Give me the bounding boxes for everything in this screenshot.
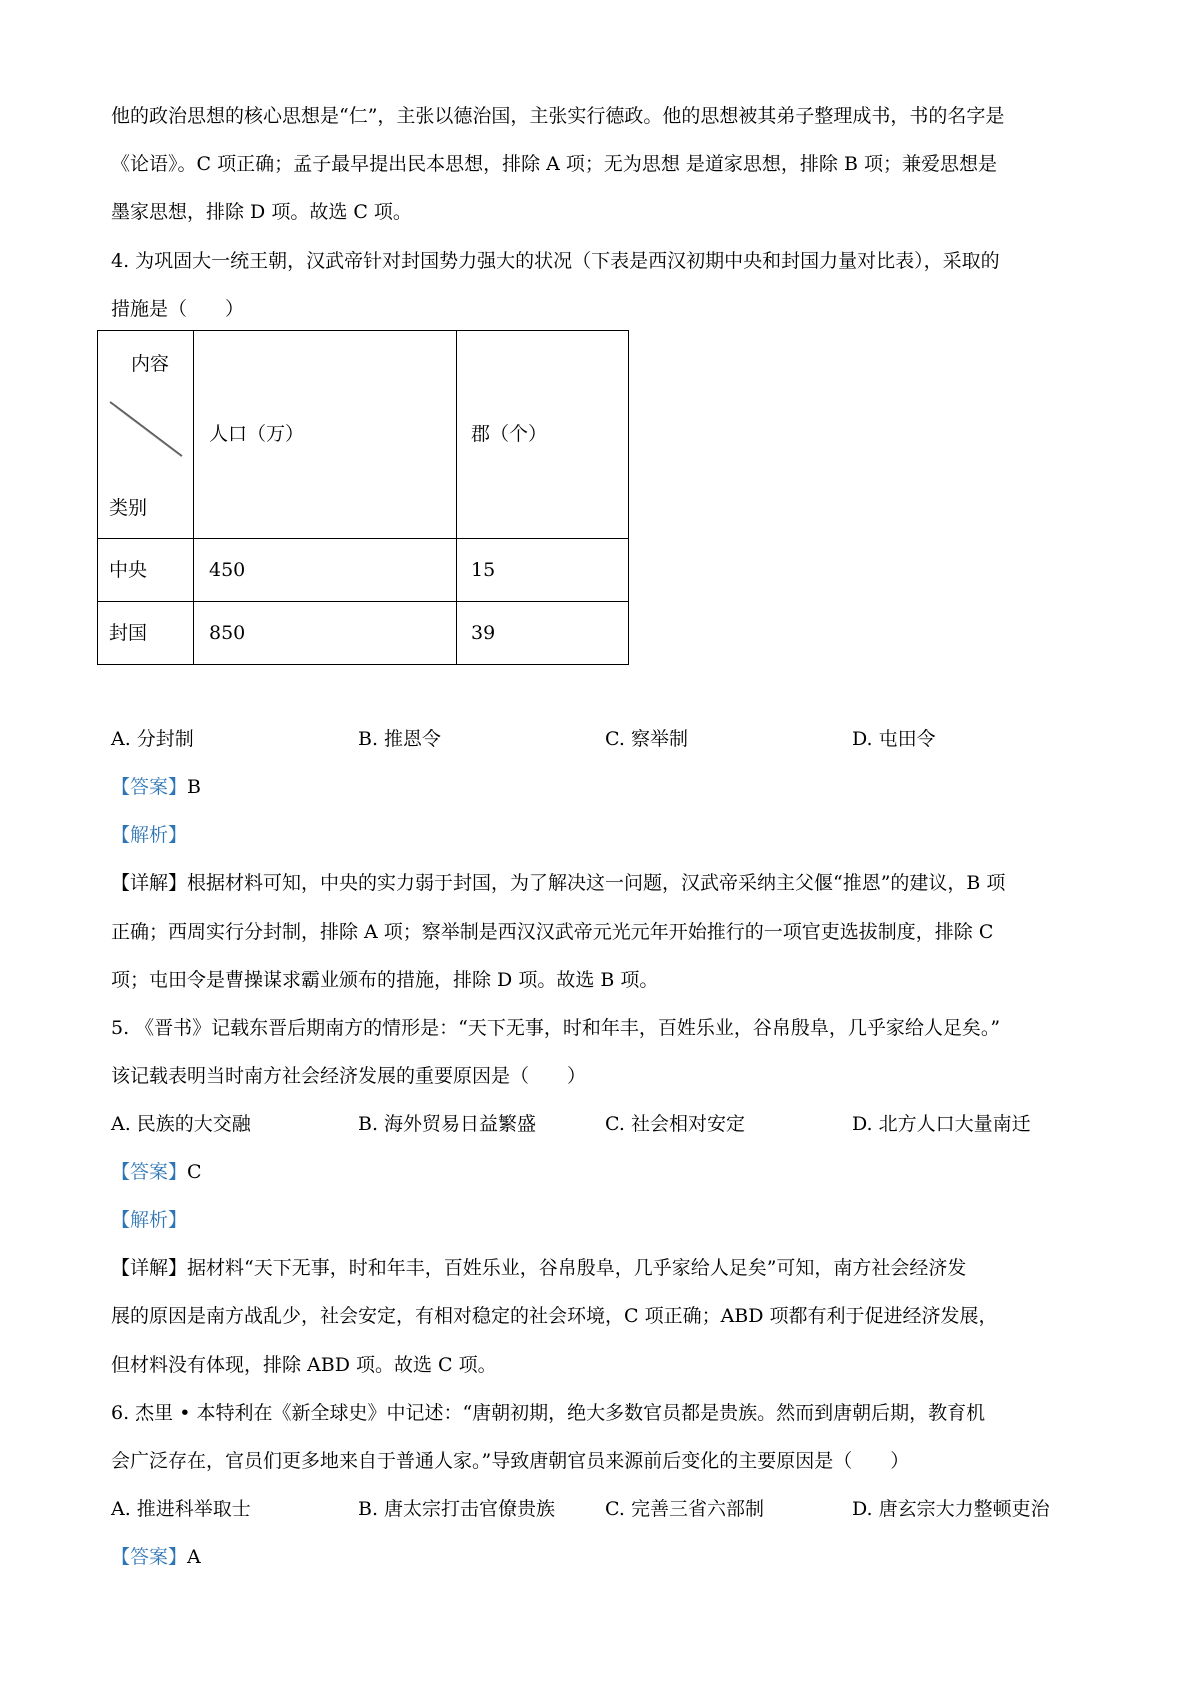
table-row-label: 中央 bbox=[109, 559, 148, 581]
option-a: A. 分封制 bbox=[111, 728, 194, 750]
question-4-stem: 4. 为巩固大一统王朝，汉武帝针对封国势力强大的状况（下表是西汉初期中央和封国力量对比表），采取的 bbox=[111, 250, 1000, 272]
question-6-stem: 会广泛存在，官员们更多地来自于普通人家。”导致唐朝官员来源前后变化的主要原因是（ ） bbox=[111, 1450, 910, 1472]
detail-line: 【详解】根据材料可知，中央的实力弱于封国，为了解决这一问题，汉武帝采纳主父偃“推恩”的建议，B 项 bbox=[111, 872, 1006, 894]
table-cell: 15 bbox=[471, 559, 496, 581]
table-cell: 39 bbox=[471, 622, 496, 644]
answer-line bbox=[111, 1545, 1101, 1569]
option-c: C. 社会相对安定 bbox=[605, 1113, 745, 1135]
table-corner-top: 内容 bbox=[131, 353, 170, 375]
comparison-table bbox=[97, 330, 629, 665]
explanation-line: 墨家思想，排除 D 项。故选 C 项。 bbox=[111, 201, 412, 223]
question-5-stem: 该记载表明当时南方社会经济发展的重要原因是（ ） bbox=[111, 1065, 587, 1087]
option-b: B. 海外贸易日益繁盛 bbox=[358, 1113, 537, 1135]
table-corner-bottom: 类别 bbox=[109, 497, 148, 519]
detail-line: 【详解】据材料“天下无事，时和年丰，百姓乐业，谷帛殷阜，几乎家给人足矣”可知，南方社会经济发 bbox=[111, 1257, 967, 1279]
answer-line bbox=[111, 1160, 1101, 1184]
option-b: B. 唐太宗打击官僚贵族 bbox=[358, 1498, 556, 1520]
answer-value: B bbox=[187, 776, 201, 798]
option-a: A. 推进科举取士 bbox=[111, 1498, 251, 1520]
analysis-tag: 【解析】 bbox=[111, 824, 188, 846]
detail-line: 项；屯田令是曹操谋求霸业颁布的措施，排除 D 项。故选 B 项。 bbox=[111, 969, 659, 991]
option-c: C. 察举制 bbox=[605, 728, 688, 750]
explanation-line: 《论语》。C 项正确；孟子最早提出民本思想，排除 A 项；无为思想 是道家思想，排除 B 项；兼爱思想是 bbox=[111, 153, 997, 175]
detail-line: 展的原因是南方战乱少，社会安定，有相对稳定的社会环境，C 项正确；ABD 项都有利于促进经济发展， bbox=[111, 1305, 998, 1327]
answer-value: A bbox=[187, 1546, 201, 1568]
option-d: D. 唐玄宗大力整顿吏治 bbox=[852, 1498, 1050, 1520]
detail-line: 正确；西周实行分封制，排除 A 项；察举制是西汉汉武帝元光元年开始推行的一项官吏选拔制度，排除 C bbox=[111, 921, 994, 943]
question-6-stem: 6. 杰里 • 本特利在《新全球史》中记述：“唐朝初期，绝大多数官员都是贵族。然而到唐朝后期，教育机 bbox=[111, 1402, 986, 1424]
table-header-commanderies: 郡（个） bbox=[471, 423, 548, 445]
explanation-line: 他的政治思想的核心思想是“仁”，主张以德治国，主张实行德政。他的思想被其弟子整理成书，书的名字是 bbox=[111, 105, 1005, 127]
analysis-tag: 【解析】 bbox=[111, 1209, 188, 1231]
option-a: A. 民族的大交融 bbox=[111, 1113, 251, 1135]
option-d: D. 北方人口大量南迁 bbox=[852, 1113, 1031, 1135]
table-cell: 450 bbox=[209, 559, 246, 581]
table-cell: 850 bbox=[209, 622, 246, 644]
answer-tag: 【答案】 bbox=[111, 1546, 188, 1568]
option-c: C. 完善三省六部制 bbox=[605, 1498, 764, 1520]
detail-line: 但材料没有体现，排除 ABD 项。故选 C 项。 bbox=[111, 1354, 497, 1376]
option-b: B. 推恩令 bbox=[358, 728, 442, 750]
option-d: D. 屯田令 bbox=[852, 728, 936, 750]
answer-value: C bbox=[187, 1161, 202, 1183]
table-header-population: 人口（万） bbox=[209, 423, 305, 445]
answer-line bbox=[111, 775, 1101, 799]
answer-tag: 【答案】 bbox=[111, 1161, 188, 1183]
question-5-stem: 5. 《晋书》记载东晋后期南方的情形是：“天下无事，时和年丰，百姓乐业，谷帛殷阜，几乎家给人足矣。” bbox=[111, 1017, 1001, 1039]
table-row-label: 封国 bbox=[109, 622, 148, 644]
question-4-stem: 措施是（ ） bbox=[111, 298, 245, 320]
answer-tag: 【答案】 bbox=[111, 776, 188, 798]
